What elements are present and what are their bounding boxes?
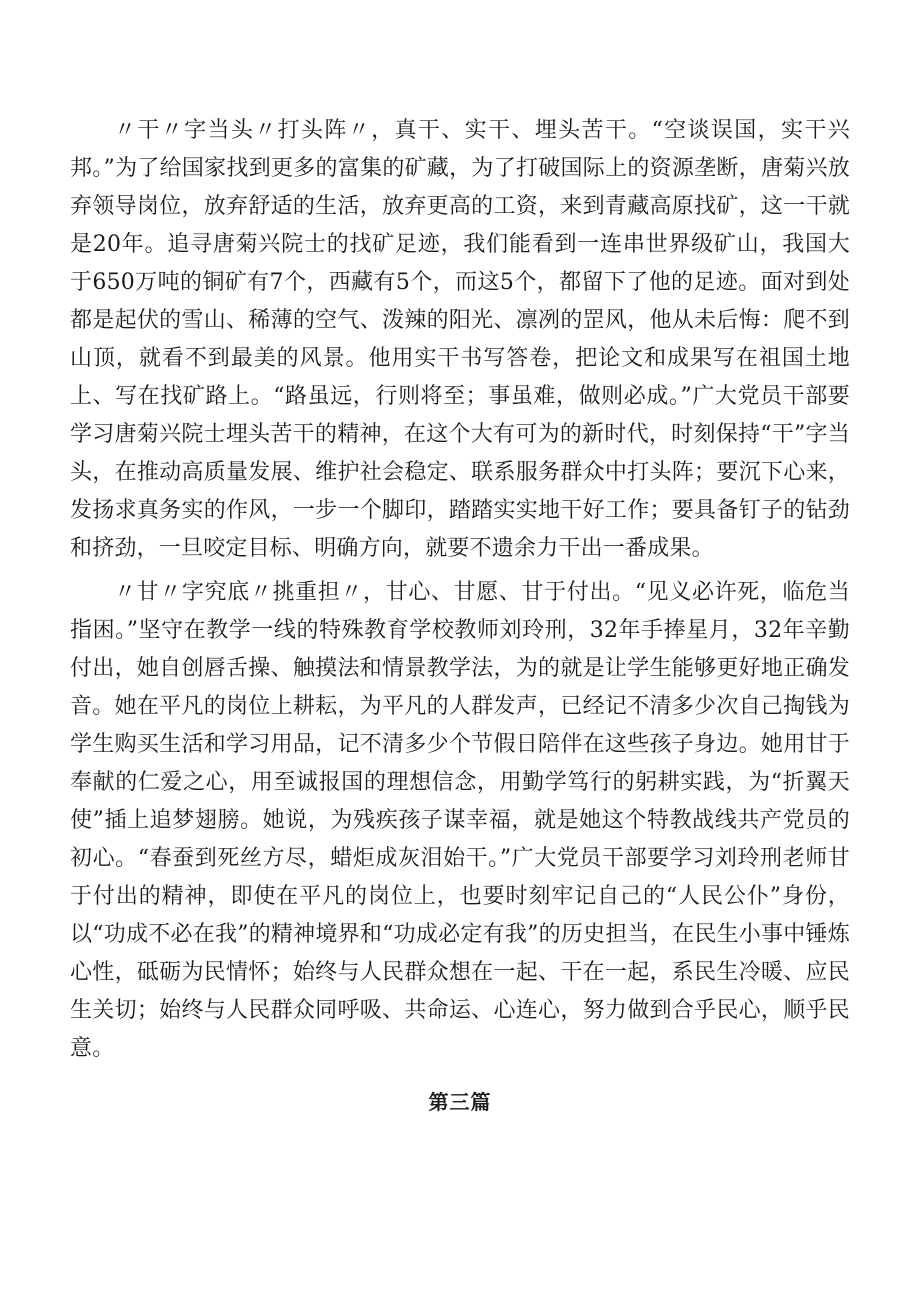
- paragraph-gan-dangtou: 〃干〃字当头〃打头阵〃，真干、实干、埋头苦干。“空谈误国，实干兴邦。”为了给国家找到更多的富集的矿藏，为了打破国际上的资源垄断，唐菊兴放弃领导岗位，放弃舒适的生活，放弃更高的工资，来到青藏高原找矿，这一干就是20年。追寻唐菊兴院士的找矿足迹，我们能看到一连串世界级矿山，我国大于650万吨的铜矿有7个，西藏有5个，而这5个，都留下了他的足迹。面对到处都是起伏的雪山、稀薄的空气、泼辣的阳光、凛冽的罡风，他从未后悔：爬不到山顶，就看不到最美的风景。他用实干书写答卷，把论文和成果写在祖国土地上、写在找矿路上。“路虽远，行则将至；事虽难，做则必成。”广大党员干部要学习唐菊兴院士埋头苦干的精神，在这个大有可为的新时代，时刻保持“干”字当头，在推动高质量发展、维护社会稳定、联系服务群众中打头阵；要沉下心来，发扬求真务实的作风，一步一个脚印，踏踏实实地干好工作；要具备钉子的钻劲和挤劲，一旦咬定目标、明确方向，就要不遗余力干出一番成果。: [70, 118, 850, 561]
- section-title: 第三篇: [428, 1090, 492, 1114]
- paragraph-gan-jiudi: 〃甘〃字究底〃挑重担〃，甘心、甘愿、甘于付出。“见义必许死，临危当指困。”坚守在教学一线的特殊教育学校教师刘玲刑，32年手捧星月，32年辛勤付出，她自创唇舌操、触摸法和情景教学法，为的就是让学生能够更好地正确发音。她在平凡的岗位上耕耘，为平凡的人群发声，已经记不清多少次自己掏钱为学生购买生活和学习用品，记不清多少个节假日陪伴在这些孩子身边。她用甘于奉献的仁爱之心，用至诚报国的理想信念，用勤学笃行的躬耕实践，为“折翼天使”插上追梦翅膀。她说，为残疾孩子谋幸福，就是她这个特教战线共产党员的初心。“春蚕到死丝方尽，蜡炬成灰泪始干。”广大党员干部要学习刘玲刑老师甘于付出的精神，即使在平凡的岗位上，也要时刻牢记自己的“人民公仆”身份，以“功成不必在我”的精神境界和“功成必定有我”的历史担当，在民生小事中锤炼心性，砥砺为民情怀；始终与人民群众想在一起、干在一起，系民生冷暖、应民生关切；始终与人民群众同呼吸、共命运、心连心，努力做到合乎民心，顺乎民意。: [70, 580, 850, 1061]
- document-page: [70, 112, 850, 1118]
